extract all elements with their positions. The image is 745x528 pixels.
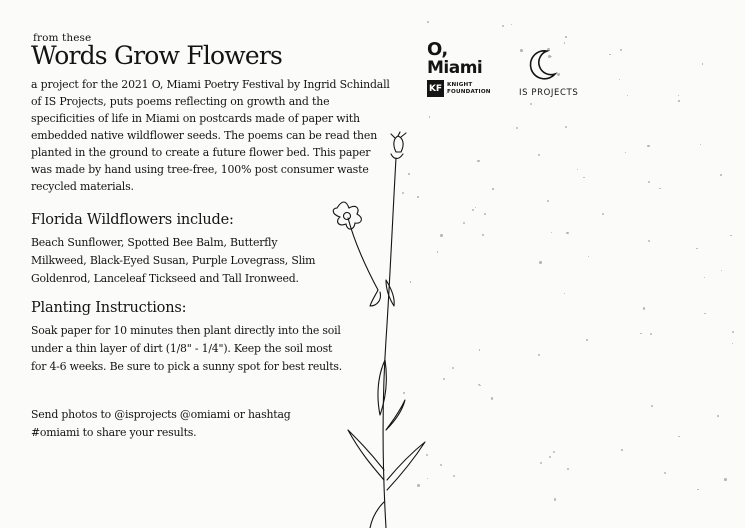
seed-speck	[619, 79, 620, 80]
seed-speck	[478, 384, 480, 386]
seed-speck	[627, 95, 628, 96]
planting-heading: Planting Instructions:	[31, 300, 187, 316]
seed-speck	[553, 451, 555, 453]
seed-speck	[577, 169, 578, 170]
seed-speck	[620, 49, 622, 51]
seed-speck	[491, 397, 494, 400]
title-kicker: from these	[33, 32, 92, 44]
seed-speck	[565, 126, 567, 128]
seed-speck	[565, 36, 567, 38]
seed-speck	[484, 213, 486, 215]
knight-foundation-icon: KF	[427, 80, 444, 97]
seed-speck	[678, 436, 679, 437]
o-miami-logo-line1: O,	[427, 39, 448, 60]
seed-speck	[621, 449, 622, 450]
seed-speck	[586, 339, 588, 341]
seed-speck	[479, 349, 480, 350]
seed-speck	[650, 333, 652, 335]
seed-speck	[640, 333, 641, 334]
seed-speck	[482, 234, 484, 236]
seed-speck	[502, 25, 504, 27]
crescent-moon-icon	[528, 49, 558, 81]
seed-speck	[659, 188, 661, 190]
knight-foundation-logo	[427, 80, 499, 97]
seed-speck	[475, 207, 476, 208]
seed-speck	[427, 21, 429, 23]
seed-speck	[702, 63, 704, 65]
seed-speck	[664, 472, 666, 474]
planting-instructions: Soak paper for 10 minutes then plant directly into the soil under a thin layer of dirt (1/8" - 1/4"). Keep the soil most for 4-6 weeks. Be sure to pick a sunny spot for best reults.	[31, 324, 343, 373]
o-miami-logo	[427, 40, 499, 97]
seed-speck	[697, 489, 699, 491]
seed-speck	[720, 174, 722, 176]
seed-speck	[678, 95, 679, 96]
seed-speck	[452, 367, 454, 369]
seed-speck	[564, 42, 566, 44]
wildflower-illustration	[320, 130, 440, 528]
seed-speck	[530, 103, 532, 105]
seed-speck	[724, 478, 727, 481]
project-description: a project for the 2021 O, Miami Poetry Festival by Ingrid Schindall of IS Projects, puts poems reflecting on growth and the specificities of life in Miami on postcards made of paper with embedded native wildflower seeds. The poems can be read then planted in the ground to create a future flower bed. This paper was made by hand using tree-free, 100% post consumer waste recycled materials.	[31, 78, 390, 193]
seed-speck	[511, 24, 512, 25]
seed-speck	[567, 468, 569, 470]
seed-speck	[547, 200, 549, 202]
seed-speck	[440, 234, 443, 237]
seed-speck	[477, 160, 479, 162]
seed-speck	[551, 232, 552, 233]
o-miami-logo-line2: Miami	[427, 58, 483, 78]
seed-speck	[700, 144, 701, 145]
seed-speck	[554, 498, 557, 501]
seed-speck	[732, 343, 733, 344]
seed-speck	[651, 405, 653, 407]
seed-speck	[479, 385, 480, 386]
share-instructions: Send photos to @isprojects @omiami or hashtag #omiami to share your results.	[31, 408, 291, 439]
seed-speck	[721, 270, 722, 271]
seed-speck	[566, 232, 569, 235]
seed-speck	[648, 181, 651, 184]
is-projects-logo	[519, 49, 579, 98]
seed-speck	[583, 177, 584, 178]
seed-speck	[516, 127, 518, 129]
seed-speck	[647, 145, 650, 148]
knight-foundation-line1: KNIGHT	[447, 82, 473, 89]
seed-speck	[463, 222, 465, 224]
seed-speck	[564, 293, 565, 294]
page-title: Words Grow Flowers	[31, 41, 283, 70]
seed-speck	[609, 54, 611, 56]
knight-foundation-line2: FOUNDATION	[447, 88, 491, 95]
seed-speck	[643, 307, 646, 310]
seed-speck	[472, 209, 474, 211]
seed-speck	[704, 313, 706, 315]
seed-speck	[696, 248, 697, 249]
seed-speck	[540, 462, 542, 464]
seed-speck	[717, 415, 719, 417]
seed-speck	[602, 213, 604, 215]
seed-speck	[538, 154, 540, 156]
seed-speck	[678, 100, 680, 102]
seed-speck	[440, 464, 442, 466]
is-projects-logo-text: IS PROJECTS	[519, 88, 579, 98]
seed-speck	[704, 277, 706, 279]
seed-speck	[730, 235, 731, 236]
seed-speck	[539, 261, 541, 263]
seed-speck	[625, 152, 626, 153]
wildflowers-list: Beach Sunflower, Spotted Bee Balm, Butterfly Milkweed, Black-Eyed Susan, Purple Lovegrass, Slim Goldenrod, Lanceleaf Tickseed and Tall Ironweed.	[31, 236, 316, 285]
seed-speck	[453, 475, 455, 477]
seed-speck	[538, 354, 540, 356]
seed-speck	[492, 188, 494, 190]
seed-speck	[588, 256, 589, 257]
wildflowers-heading: Florida Wildflowers include:	[31, 212, 234, 228]
seed-speck	[732, 331, 734, 333]
seed-speck	[429, 116, 430, 117]
seed-speck	[549, 456, 551, 458]
seed-speck	[648, 240, 650, 242]
seed-speck	[443, 378, 446, 381]
